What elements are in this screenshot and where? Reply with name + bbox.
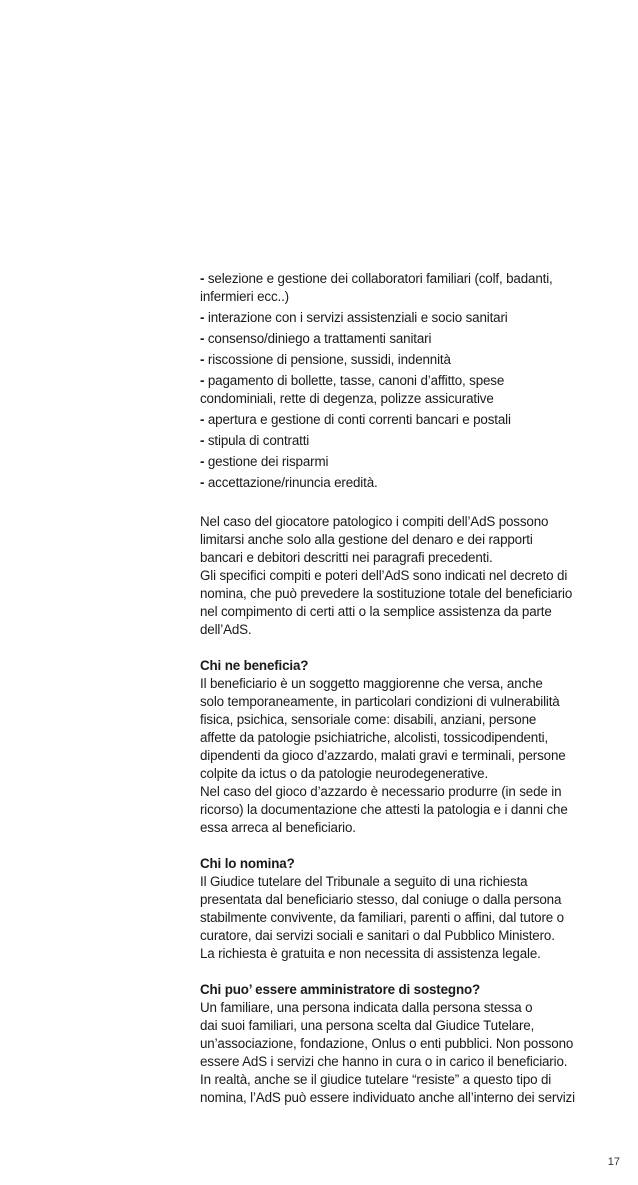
spacer xyxy=(200,837,600,855)
section-nomination: Chi lo nomina? Il Giudice tutelare del Tribunale a seguito di una richiesta presentata dal beneficiario stesso, dal coniuge o dalla persona stabilmente convivente, da familiari, parenti o affini, dal tutore o curatore, dai servizi sociali e sanitari o dal Pubblico Ministero. La richiesta è gratuita e non necessita di assistenza legale. xyxy=(200,855,600,963)
section-heading: Chi lo nomina? xyxy=(200,856,295,871)
list-item: - interazione con i servizi assistenziali e socio sanitari xyxy=(200,310,508,325)
page-number: 17 xyxy=(607,1156,620,1168)
intro-paragraph: Nel caso del giocatore patologico i compiti dell’AdS possono limitarsi anche solo alla gestione del denaro e dei rapporti bancari e debitori descritti nei paragrafi precedenti. Gli specifici compiti e poteri dell’AdS sono indicati nel decreto di nomina, che può prevedere la sostituzione totale del beneficiario nel compimento di certi atti o la semplice assistenza da parte dell’AdS. xyxy=(200,514,573,637)
list-item: - riscossione di pensione, sussidi, indennità xyxy=(200,352,451,367)
responsibility-list xyxy=(200,270,600,492)
list-item: - stipula di contratti xyxy=(200,433,310,448)
list-item: - pagamento di bollette, tasse, canoni d’affitto, spese condominiali, rette di degenza, polizze assicurative xyxy=(200,373,505,406)
section-who-can-be: Chi puo’ essere amministratore di sostegno? Un familiare, una persona indicata dalla persona stessa o dai suoi familiari, una persona scelta dal Giudice Tutelare, un’associazione, fondazione, Onlus o enti pubblici. Non possono essere AdS i servizi che hanno in cura o in carico il beneficiario. In realtà, anche se il giudice tutelare “resiste” a questo tipo di nomina, l’AdS può essere individuato anche all’interno dei servizi xyxy=(200,981,600,1107)
spacer xyxy=(200,963,600,981)
list-item: - consenso/diniego a trattamenti sanitari xyxy=(200,331,432,346)
page-content xyxy=(200,270,600,1107)
list-item: - accettazione/rinuncia eredità. xyxy=(200,475,378,490)
spacer xyxy=(200,495,600,513)
list-item: - gestione dei risparmi xyxy=(200,454,329,469)
list-item: - apertura e gestione di conti correnti bancari e postali xyxy=(200,412,511,427)
section-beneficiary: Chi ne beneficia? Il beneficiario è un soggetto maggiorenne che versa, anche solo temporaneamente, in particolari condizioni di vulnerabilità fisica, psichica, sensoriale come: disabili, anziani, persone affette da patologie psichiatriche, alcolisti, tossicodipendenti, dipendenti da gioco d’azzardo, malati gravi e terminali, persone colpite da ictus o da patologie neurodegenerative. Nel caso del gioco d’azzardo è necessario produrre (in sede in ricorso) la documentazione che attesti la patologia e i danni che essa arreca al beneficiario. xyxy=(200,657,600,837)
list-item: - selezione e gestione dei collaboratori familiari (colf, badanti, infermieri ecc..) xyxy=(200,271,553,304)
section-heading: Chi ne beneficia? xyxy=(200,658,309,673)
section-heading: Chi puo’ essere amministratore di sostegno? xyxy=(200,982,481,997)
spacer xyxy=(200,639,600,657)
